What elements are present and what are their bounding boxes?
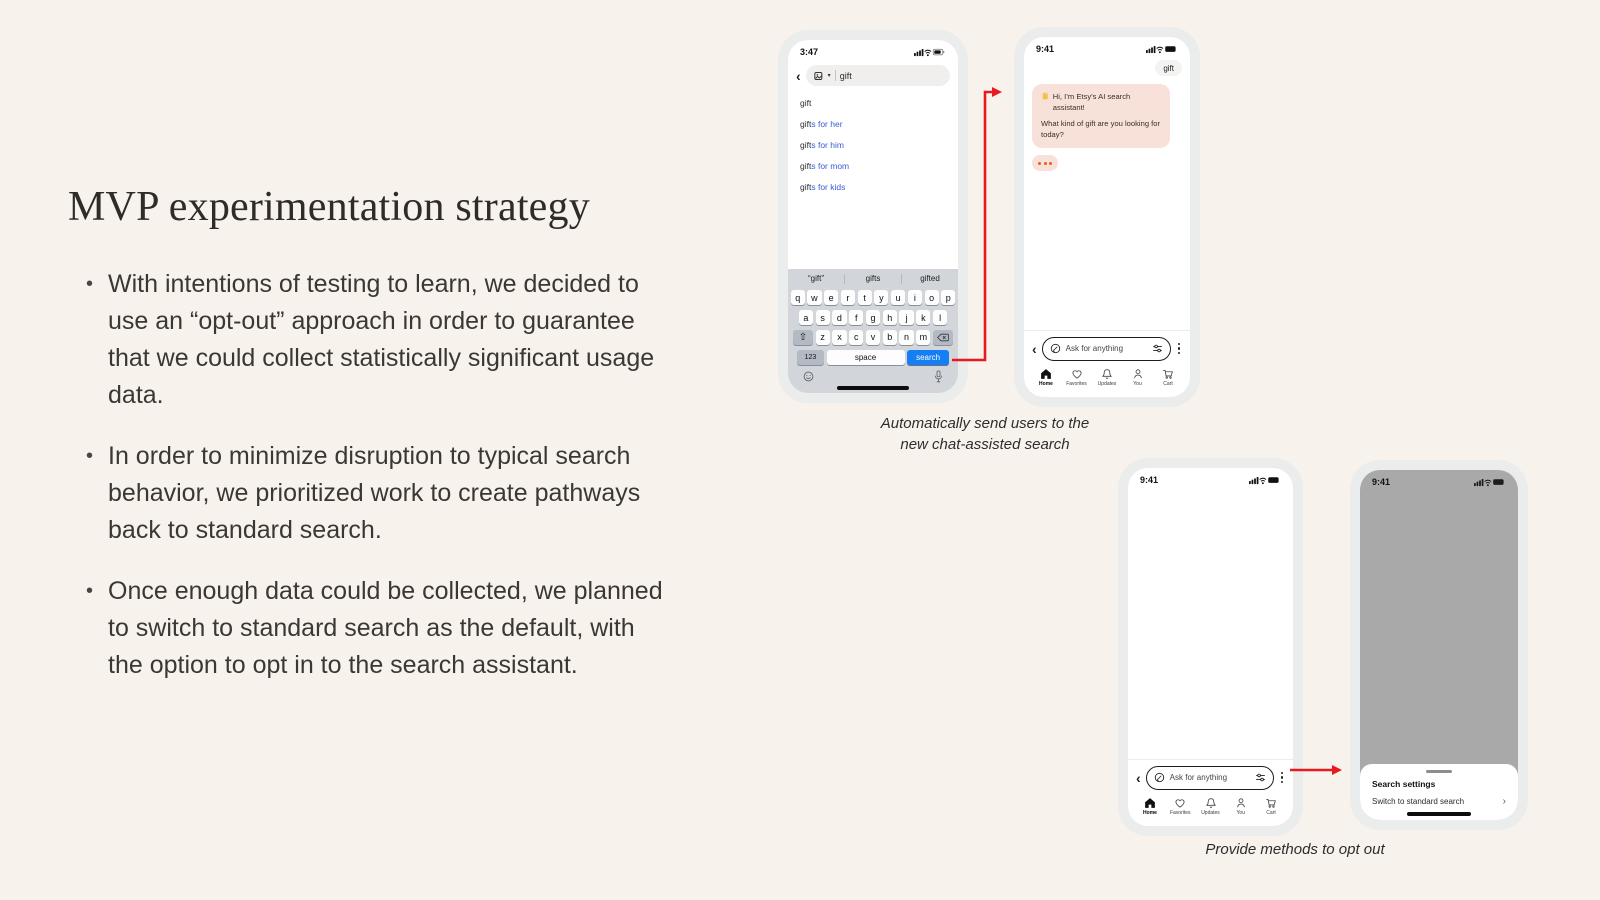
prediction-bar [788,270,958,288]
suggestion-row[interactable]: gifts for him [800,139,844,150]
bullet-text: • Once enough data could be collected, we planned to switch to standard search as the default, with the option to opt in to the search assistant. [108,577,663,679]
tab-bar [1128,794,1293,827]
bell-icon [1205,797,1217,809]
key-l[interactable]: l [933,310,947,325]
tab-home[interactable]: Home [1034,368,1058,388]
key-k[interactable]: k [916,310,930,325]
space-key[interactable]: space [827,350,905,365]
key-b[interactable]: b [883,330,897,345]
search-query-text: gift [839,70,852,81]
prediction[interactable]: “gift” [808,274,824,284]
key-r[interactable]: r [841,290,855,305]
suggestion-row[interactable]: gifts for mom [800,160,850,171]
status-bar [788,40,958,60]
key-q[interactable]: q [791,290,805,305]
key-o[interactable]: o [925,290,939,305]
shift-key-icon[interactable]: ⇧ [793,330,813,345]
wave-emoji-icon [1041,92,1050,101]
search-input[interactable] [806,65,950,86]
prediction[interactable]: gifts [865,274,881,284]
dictation-mic-icon[interactable] [934,370,943,383]
heart-icon [1071,368,1083,380]
tab-cart[interactable]: Cart [1259,797,1283,817]
key-f[interactable]: f [849,310,863,325]
key-g[interactable]: g [866,310,880,325]
page-title: MVP experimentation strategy [68,184,590,231]
status-bar [1024,37,1190,57]
suggestion-row[interactable]: gifts for her [800,118,843,129]
search-placeholder: Ask for anything [1065,344,1124,353]
key-u[interactable]: u [891,290,905,305]
heart-icon [1174,797,1186,809]
search-placeholder: Ask for anything [1169,773,1228,782]
status-time: 9:41 [1036,44,1055,54]
assistant-greeting: Hi, I’m Etsy’s AI search assistant! [1052,92,1131,112]
key-m[interactable]: m [916,330,930,345]
signal-wifi-battery-icon [914,47,946,57]
typing-indicator [1032,155,1058,171]
tab-cart[interactable]: Cart [1156,368,1180,388]
filters-icon[interactable] [1255,772,1266,783]
key-s[interactable]: s [816,310,830,325]
status-time: 9:41 [1140,475,1159,485]
tab-favorites[interactable]: Favorites [1168,797,1192,817]
emoji-key-icon[interactable] [803,371,814,382]
ask-chat-icon [1050,343,1061,354]
key-d[interactable]: d [832,310,846,325]
cart-icon [1265,797,1277,809]
bullet-list [86,266,686,684]
search-header [788,60,958,89]
status-icons [1249,475,1281,485]
status-icons [914,47,946,57]
phone-chat-mockup [1014,27,1200,407]
key-i[interactable]: i [908,290,922,305]
chat-thread [1024,57,1190,330]
caret-down-icon[interactable]: ▾ [827,73,831,79]
overflow-menu-icon[interactable] [1176,343,1182,354]
key-z[interactable]: z [816,330,830,345]
key-v[interactable]: v [866,330,880,345]
switch-to-standard-search-item[interactable]: Switch to standard search › [1372,795,1506,807]
status-time: 9:41 [1372,477,1391,487]
tab-bar [1024,365,1190,398]
status-time: 3:47 [800,47,819,57]
key-j[interactable]: j [899,310,913,325]
phone-settings-mockup [1350,460,1528,830]
assistant-question: What kind of gift are you looking for today? [1041,119,1161,139]
key-w[interactable]: w [807,290,821,305]
home-indicator [837,386,909,390]
overflow-menu-icon[interactable] [1279,772,1285,783]
bottom-search-bar [1128,759,1293,794]
tab-favorites[interactable]: Favorites [1065,368,1089,388]
person-icon [1132,368,1144,380]
bullet-item [86,266,686,414]
tab-updates[interactable]: Updates [1199,797,1223,817]
backspace-key-icon[interactable] [933,330,953,345]
bell-icon [1101,368,1113,380]
search-type-icon[interactable] [814,71,824,81]
phone-home-mockup [1118,458,1303,836]
tab-updates[interactable]: Updates [1095,368,1119,388]
bullet-text: • In order to minimize disruption to typical search behavior, we prioritized work to create pathways back to standard search. [108,442,641,544]
ask-for-anything-input[interactable] [1042,337,1171,361]
back-chevron-icon[interactable]: ‹ [796,67,801,84]
status-icons [1474,477,1506,487]
numbers-key[interactable]: 123 [797,350,824,365]
search-settings-sheet [1360,764,1518,821]
chevron-right-icon: › [1502,795,1506,807]
status-bar [1128,468,1293,488]
phone-search-mockup [778,30,968,403]
bullet-text: • With intentions of testing to learn, we decided to use an “opt-out” approach in order to guarantee that we could collect statistically significant usage data. [108,270,655,409]
status-icons [1146,44,1178,54]
tab-home[interactable]: Home [1138,797,1162,817]
person-icon [1235,797,1247,809]
bullet-item [86,573,686,684]
key-h[interactable]: h [883,310,897,325]
caption-chat-assisted-search: Automatically send users to the new chat-assisted search [880,415,1090,453]
home-indicator [1407,812,1471,816]
key-a[interactable]: a [799,310,813,325]
home-icon [1040,368,1052,380]
tab-you[interactable]: You [1229,797,1253,817]
key-e[interactable]: e [824,290,838,305]
bullet-item [86,438,686,549]
ios-keyboard [788,269,958,393]
bottom-search-bar [1024,330,1190,365]
assistant-message-bubble [1032,84,1170,148]
filters-icon[interactable] [1152,343,1163,354]
key-c[interactable]: c [849,330,863,345]
tab-you[interactable]: You [1126,368,1150,388]
signal-wifi-battery-icon [1474,477,1506,487]
home-icon [1144,797,1156,809]
user-message-bubble: gift [1155,60,1182,76]
caption-opt-out: Provide methods to opt out [1205,841,1385,858]
back-chevron-icon[interactable]: ‹ [1136,769,1141,786]
signal-wifi-battery-icon [1146,44,1178,54]
sheet-drag-handle[interactable] [1426,770,1452,774]
search-suggestions [788,89,958,197]
key-n[interactable]: n [899,330,913,345]
key-t[interactable]: t [858,290,872,305]
back-chevron-icon[interactable]: ‹ [1032,340,1037,357]
field-divider [835,70,836,81]
cart-icon [1162,368,1174,380]
status-bar [1360,470,1518,490]
key-x[interactable]: x [832,330,846,345]
signal-wifi-battery-icon [1249,475,1281,485]
key-p[interactable]: p [941,290,955,305]
ask-chat-icon [1154,772,1165,783]
suggestion-row[interactable]: gift [800,97,812,108]
sheet-title: Search settings [1372,779,1436,789]
suggestion-row[interactable]: gifts for kids [800,181,846,192]
search-key[interactable]: search [907,350,949,365]
prediction[interactable]: gifted [920,274,940,284]
key-y[interactable]: y [874,290,888,305]
ask-for-anything-input[interactable] [1146,766,1274,790]
